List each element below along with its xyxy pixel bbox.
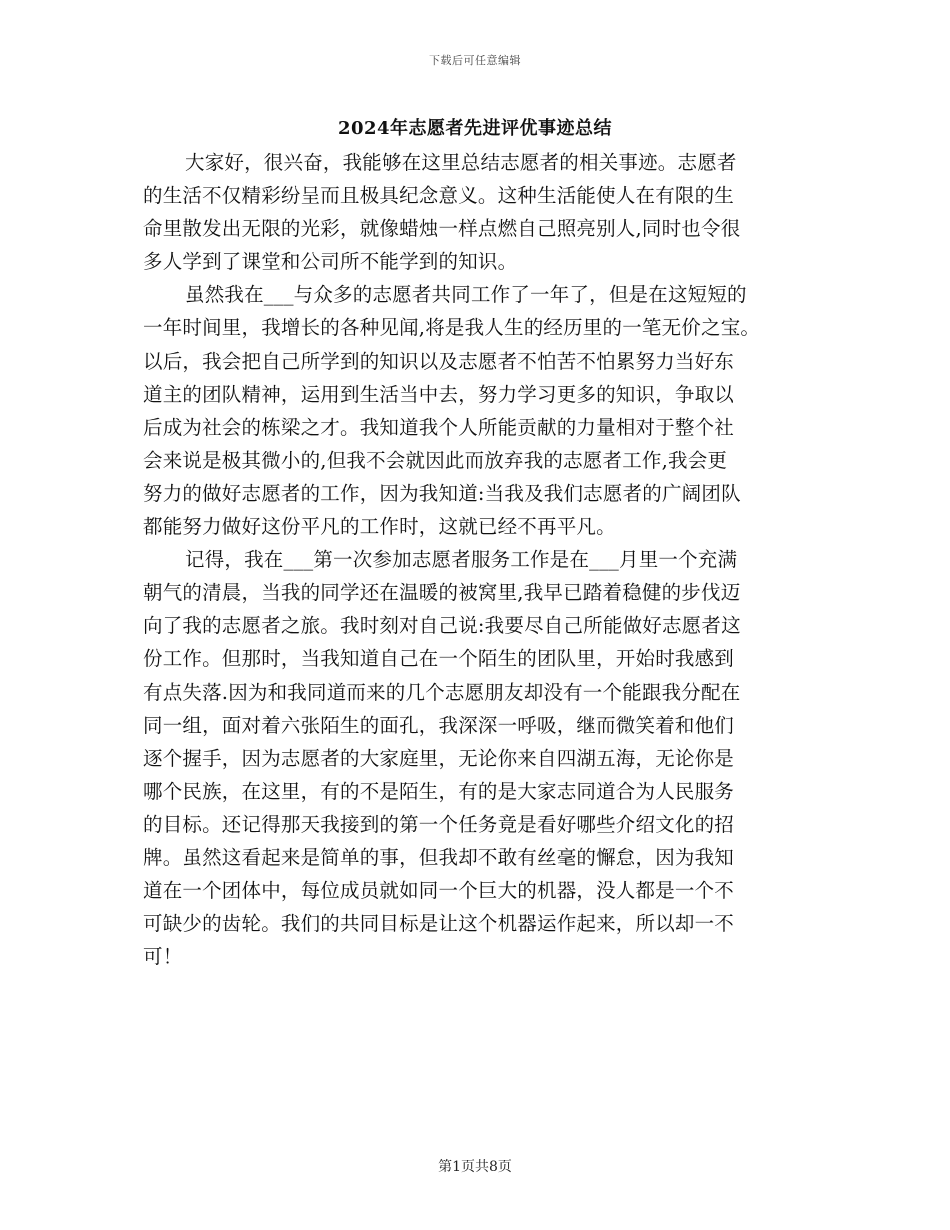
paragraph-1-line-2: 的生活不仅精彩纷呈而且极具纪念意义。这种生活能使人在有限的生 — [143, 184, 735, 208]
paragraph-3-line-6: 同一组，面对着六张陌生的面孔，我深深一呼吸，继而微笑着和他们 — [143, 713, 735, 737]
paragraph-3-line-4: 份工作。但那时，当我知道自己在一个陌生的团队里，开始时我感到 — [143, 647, 735, 671]
paragraph-3-line-9: 的目标。还记得那天我接到的第一个任务竟是看好哪些介绍文化的招 — [143, 812, 735, 836]
paragraph-3-line-12: 可缺少的齿轮。我们的共同目标是让这个机器运作起来，所以却一不 — [143, 912, 735, 936]
paragraph-3-line-1: 记得，我在___第一次参加志愿者服务工作是在___月里一个充满 — [185, 548, 738, 572]
paragraph-2-line-3: 以后，我会把自己所学到的知识以及志愿者不怕苦不怕累努力当好东 — [143, 349, 735, 373]
page-footer: 第1页共8页 — [438, 1159, 512, 1175]
paragraph-2-line-8: 都能努力做好这份平凡的工作时，这就已经不再平凡。 — [143, 515, 616, 539]
paragraph-2-line-2: 一年时间里，我增长的各种见闻,将是我人生的经历里的一笔无价之宝。 — [143, 316, 761, 340]
paragraph-2-line-5: 后成为社会的栋梁之才。我知道我个人所能贡献的力量相对于整个社 — [143, 415, 735, 439]
paragraph-2-line-1: 虽然我在___与众多的志愿者共同工作了一年了，但是在这短短的 — [185, 283, 747, 307]
paragraph-3-line-5: 有点失落.因为和我同道而来的几个志愿朋友却没有一个能跟我分配在 — [143, 680, 741, 704]
paragraph-2-line-4: 道主的团队精神，运用到生活当中去，努力学习更多的知识，争取以 — [143, 382, 735, 406]
paragraph-3-line-3: 向了我的志愿者之旅。我时刻对自己说:我要尽自己所能做好志愿者这 — [143, 614, 741, 638]
paragraph-2-line-6: 会来说是极其微小的,但我不会就因此而放弃我的志愿者工作,我会更 — [143, 448, 728, 472]
paragraph-3-line-10: 牌。虽然这看起来是简单的事，但我却不敢有丝毫的懈怠，因为我知 — [143, 845, 735, 869]
paragraph-1-line-4: 多人学到了课堂和公司所不能学到的知识。 — [143, 250, 518, 274]
paragraph-2-line-7: 努力的做好志愿者的工作，因为我知道:当我及我们志愿者的广阔团队 — [143, 481, 741, 505]
paragraph-3-line-7: 逐个握手，因为志愿者的大家庭里，无论你来自四湖五海，无论你是 — [143, 746, 735, 770]
paragraph-1-line-3: 命里散发出无限的光彩，就像蜡烛一样点燃自己照亮别人,同时也令很 — [143, 217, 741, 241]
paragraph-3-line-2: 朝气的清晨，当我的同学还在温暖的被窝里,我早已踏着稳健的步伐迈 — [143, 581, 741, 605]
paragraph-3-line-8: 哪个民族，在这里，有的不是陌生，有的是大家志同道合为人民服务 — [143, 779, 735, 803]
document-title: 2024年志愿者先进评优事迹总结 — [337, 118, 613, 139]
paragraph-3-line-11: 道在一个团体中，每位成员就如同一个巨大的机器，没人都是一个不 — [143, 879, 735, 903]
document-body — [143, 146, 813, 973]
paragraph-3-line-13: 可！ — [143, 945, 183, 969]
paragraph-1-line-1: 大家好，很兴奋，我能够在这里总结志愿者的相关事迹。志愿者 — [185, 151, 737, 174]
header-note: 下载后可任意编辑 — [429, 54, 521, 67]
